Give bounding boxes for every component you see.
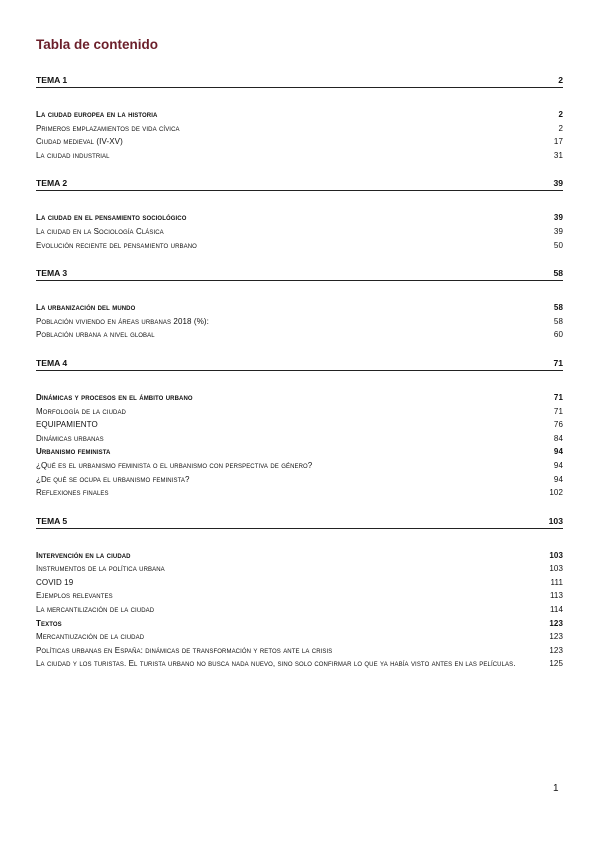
toc-page-number: 71	[553, 406, 563, 416]
toc-entry[interactable]	[36, 657, 563, 671]
toc-entry-label: La ciudad en el pensamiento sociológico	[36, 213, 187, 223]
toc-page-number: 94	[553, 447, 563, 457]
table-of-contents	[36, 74, 563, 671]
toc-entry-label: Reflexiones finales	[36, 488, 109, 498]
toc-page-number: 31	[553, 150, 563, 160]
toc-entry-label: Textos	[36, 618, 62, 628]
toc-entry-label: Ciudad medieval (IV-XV)	[36, 137, 123, 147]
toc-page-number: 123	[549, 645, 563, 655]
toc-entry-label: La mercantilización de la ciudad	[36, 605, 155, 615]
toc-page-number: 58	[553, 268, 563, 279]
toc-entry[interactable]	[36, 617, 563, 631]
toc-page-number: 39	[553, 178, 563, 189]
toc-entry-label: La ciudad europea en la historia	[36, 110, 158, 119]
toc-page-number: 58	[553, 303, 563, 313]
toc-entry-label: La ciudad en la Sociología Clásica	[36, 226, 164, 236]
toc-entry-label: Evolución reciente del pensamiento urbano	[36, 240, 197, 250]
toc-entry[interactable]	[36, 589, 563, 603]
toc-entry-label: La ciudad y los turistas. El turista urbano no busca nada nuevo, sino solo confirmar lo que ya había visto antes en las películas.	[36, 659, 516, 669]
toc-entry[interactable]	[36, 644, 563, 658]
toc-entry-label: Instrumentos de la política urbana	[36, 564, 165, 574]
toc-entry[interactable]	[36, 549, 563, 563]
toc-chapter[interactable]	[36, 267, 563, 281]
toc-entry[interactable]	[36, 211, 563, 225]
toc-entry[interactable]	[36, 432, 563, 446]
toc-entry[interactable]	[36, 239, 563, 253]
toc-page-number: 50	[553, 240, 563, 250]
toc-page-number: 2	[558, 75, 563, 85]
toc-entry-label: Morfología de la ciudad	[36, 406, 126, 416]
toc-page-number: 39	[553, 213, 563, 223]
toc-entry-label: ¿Qué es el urbanismo feminista o el urbanismo con perspectiva de género?	[36, 460, 313, 470]
toc-page-number: 103	[549, 550, 563, 560]
toc-entry[interactable]	[36, 562, 563, 576]
toc-page-number: 2	[558, 123, 563, 133]
toc-entry-label: EQUIPAMIENTO	[36, 420, 98, 430]
toc-entry-label: La ciudad industrial	[36, 150, 110, 160]
toc-page-number: 2	[558, 110, 563, 119]
toc-entry-label: Dinámicas urbanas	[36, 433, 104, 443]
toc-entry-label: COVID 19	[36, 577, 74, 587]
toc-entry[interactable]	[36, 418, 563, 432]
toc-entry[interactable]	[36, 122, 563, 136]
toc-page-number: 102	[549, 488, 563, 498]
toc-page-number: 111	[550, 577, 563, 587]
toc-chapter-label: TEMA 2	[36, 178, 68, 189]
toc-entry-label: Urbanismo feminista	[36, 447, 111, 457]
toc-entry-label: Población urbana a nivel global	[36, 330, 155, 340]
toc-entry[interactable]	[36, 445, 563, 459]
toc-chapter[interactable]	[36, 177, 563, 191]
toc-page-number: 103	[548, 515, 563, 526]
toc-entry[interactable]	[36, 459, 563, 473]
toc-page-number: 17	[553, 137, 563, 147]
toc-entry-label: Dinámicas y procesos en el ámbito urbano	[36, 392, 193, 402]
toc-page-number: 103	[549, 564, 563, 574]
toc-entry[interactable]	[36, 576, 563, 590]
toc-entry-label: Políticas urbanas en España: dinámicas de transformación y retos ante la crisis	[36, 645, 333, 655]
toc-entry[interactable]	[36, 301, 563, 315]
toc-entry[interactable]	[36, 135, 563, 149]
toc-page-number: 60	[553, 330, 563, 340]
toc-entry-label: ¿De qué se ocupa el urbanismo feminista?	[36, 474, 190, 484]
toc-page-number: 94	[553, 460, 563, 470]
toc-page-number: 71	[553, 392, 563, 402]
toc-chapter[interactable]	[36, 357, 563, 371]
toc-page-number: 58	[553, 316, 563, 326]
toc-title: Tabla de contenido	[36, 37, 159, 52]
toc-entry[interactable]	[36, 149, 563, 163]
toc-page-number: 113	[549, 591, 563, 601]
toc-entry[interactable]	[36, 391, 563, 405]
toc-entry[interactable]	[36, 486, 563, 500]
toc-chapter-label: TEMA 1	[36, 75, 68, 85]
toc-entry[interactable]	[36, 328, 563, 342]
toc-entry[interactable]	[36, 225, 563, 239]
toc-entry-label: Mercantiuzación de la ciudad	[36, 632, 145, 642]
toc-page-number: 84	[553, 433, 563, 443]
toc-chapter-label: TEMA 3	[36, 268, 68, 279]
toc-entry[interactable]	[36, 473, 563, 487]
toc-chapter[interactable]	[36, 515, 563, 529]
toc-entry[interactable]	[36, 315, 563, 329]
toc-page-number: 125	[549, 659, 563, 669]
toc-entry-label: Primeros emplazamientos de vida cívica	[36, 123, 180, 133]
toc-page-number: 39	[553, 226, 563, 236]
toc-page-number: 94	[553, 474, 563, 484]
toc-page-number: 123	[549, 632, 563, 642]
toc-entry-label: La urbanización del mundo	[36, 303, 136, 313]
toc-page-number: 71	[553, 357, 563, 368]
toc-entry[interactable]	[36, 630, 563, 644]
toc-page-number: 76	[553, 420, 563, 430]
toc-chapter[interactable]	[36, 74, 563, 88]
toc-entry-label: Intervención en la ciudad	[36, 550, 131, 560]
page-number: 1	[553, 783, 559, 794]
toc-page-number: 123	[549, 618, 563, 628]
toc-entry[interactable]	[36, 108, 563, 122]
toc-chapter-label: TEMA 5	[36, 515, 68, 526]
toc-entry-label: Ejemplos relevantes	[36, 591, 113, 601]
toc-chapter-label: TEMA 4	[36, 357, 68, 368]
toc-entry-label: Población viviendo en áreas urbanas 2018 (%):	[36, 316, 209, 326]
toc-entry[interactable]	[36, 603, 563, 617]
toc-page-number: 114	[549, 605, 563, 615]
toc-entry[interactable]	[36, 405, 563, 419]
